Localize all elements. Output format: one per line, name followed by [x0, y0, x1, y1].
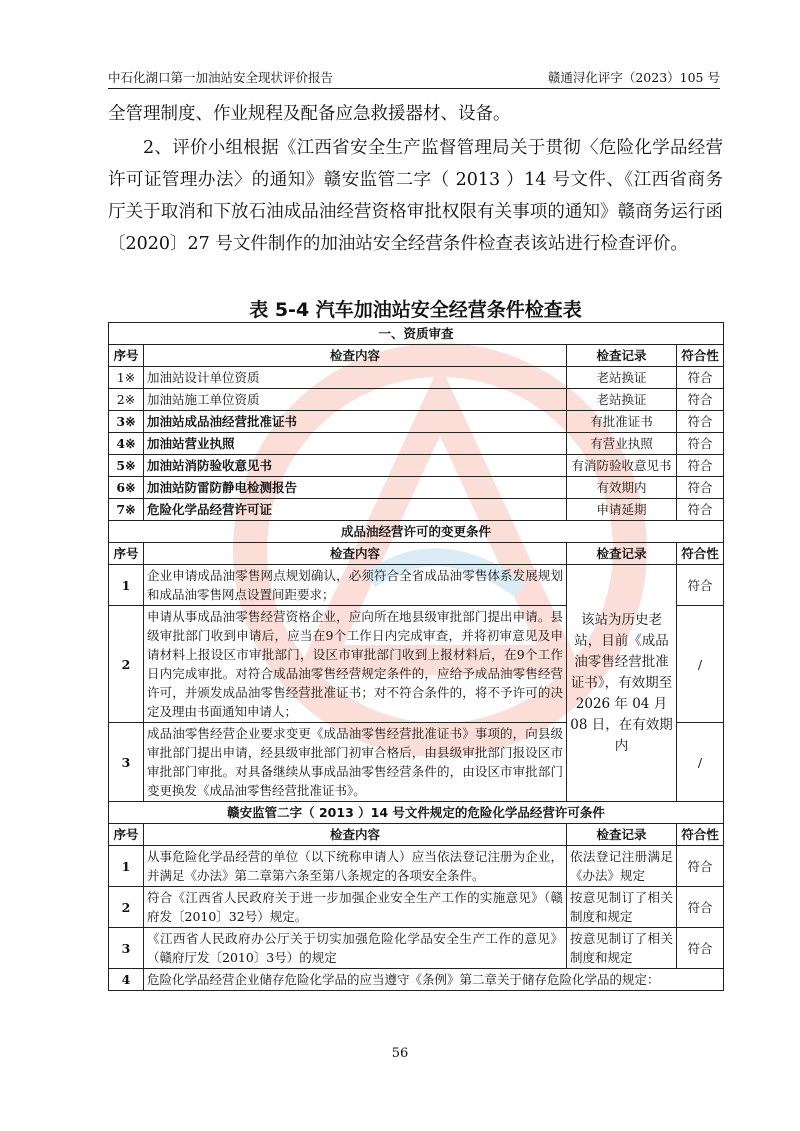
section-1-title: 一、资质审查	[109, 323, 724, 345]
paragraph-2-text: 2、评价小组根据《江西省安全生产监督管理局关于贯彻〈危险化学品经营许可证管理办法〉的通知》赣安监管二字（ 2013 ）14 号文件、《江西省商务厅关于取消和下放石油成品油经营资格审批权限有关事项的通知》赣商务运行函〔2020〕27 号文件制作的加油站安全经营条件检查表该站进行检查评价。	[108, 138, 723, 254]
paragraph-1: 全管理制度、作业规程及配备应急救援器材、设备。	[108, 104, 511, 124]
section-3-title: 赣安监管二字（ 2013 ）14 号文件规定的危险化学品经营许可条件	[109, 802, 724, 824]
merged-record-cell: 该站为历史老站，目前《成品油零售经营批准证书》，有效期至 2026 年 04 月 08 日，在有效期内	[567, 565, 677, 802]
check-table	[108, 322, 724, 991]
table-row: 1 从事危险化学品经营的单位（以下统称申请人）应当依法登记注册为企业，并满足《办法》第二章第六条至第八条规定的各项安全条件。 依法登记注册满足《办法》规定 符合	[109, 846, 724, 887]
section-2-title: 成品油经营许可的变更条件	[109, 521, 724, 543]
table-header-row: 序号 检查内容 检查记录 符合性	[109, 345, 724, 367]
header-right: 赣通浔化评字（2023）105 号	[547, 70, 720, 85]
table-row: 1※ 加油站设计单位资质 老站换证 符合	[109, 367, 724, 389]
page-header	[108, 60, 720, 89]
table-header-row: 序号 检查内容 检查记录 符合性	[109, 824, 724, 846]
table-row: 1 企业申请成品油零售网点规划确认，必须符合全省成品油零售体系发展规划和成品油零售网点设置间距要求； 该站为历史老站，目前《成品油零售经营批准证书》，有效期至 2026 年 04 月 08 日，在有效期内 符合	[109, 565, 724, 606]
page-number: 56	[391, 1046, 409, 1061]
table-row: 2※ 加油站施工单位资质 老站换证 符合	[109, 389, 724, 411]
table-row: 5※ 加油站消防验收意见书 有消防验收意见书 符合	[109, 455, 724, 477]
table-row: 2 符合《江西省人民政府关于进一步加强企业安全生产工作的实施意见》（赣府发〔2010〕32号）规定。 按意见制订了相关制度和规定 符合	[109, 887, 724, 928]
table-row: 3 成品油零售经营企业要求变更《成品油零售经营批准证书》事项的，向县级审批部门提出申请，经县级审批部门初审合格后，由县级审批部门报设区市审批部门审批。对具备继续从事成品油零售经营条件的，由设区市审批部门变更换发《成品油零售经营批准证书》。 /	[109, 723, 724, 802]
table-row: 3 《江西省人民政府办公厅关于切实加强危险化学品安全生产工作的意见》（赣府厅发〔2010〕3号）的规定 按意见制订了相关制度和规定 符合	[109, 928, 724, 969]
table-row: 4※ 加油站营业执照 有营业执照 符合	[109, 433, 724, 455]
paragraph-2	[108, 132, 723, 260]
header-left: 中石化湖口第一加油站安全现状评价报告	[108, 70, 334, 85]
table-row: 3※ 加油站成品油经营批准证书 有批准证书 符合	[109, 411, 724, 433]
table-row: 7※ 危险化学品经营许可证 申请延期 符合	[109, 499, 724, 521]
table-header-row: 序号 检查内容 检查记录 符合性	[109, 543, 724, 565]
table-caption: 表 5-4 汽车加油站安全经营条件检查表	[249, 299, 582, 321]
table-row: 2 申请从事成品油零售经营资格企业，应向所在地县级审批部门提出申请。县级审批部门收到申请后，应当在9个工作日内完成审查，并将初审意见及申请材料上报设区市审批部门，设区市审批部门收到上报材料后，在9个工作日内完成审批。对符合成品油零售经营规定条件的，应给予成品油零售经营许可，并颁发成品油零售经营批准证书；对不符合条件的，将不予许可的决定及理由书面通知申请人； /	[109, 606, 724, 723]
table-row: 6※ 加油站防雷防静电检测报告 有效期内 符合	[109, 477, 724, 499]
table-row: 4 危险化学品经营企业储存危险化学品的应当遵守《条例》第二章关于储存危险化学品的规定：	[109, 969, 724, 991]
